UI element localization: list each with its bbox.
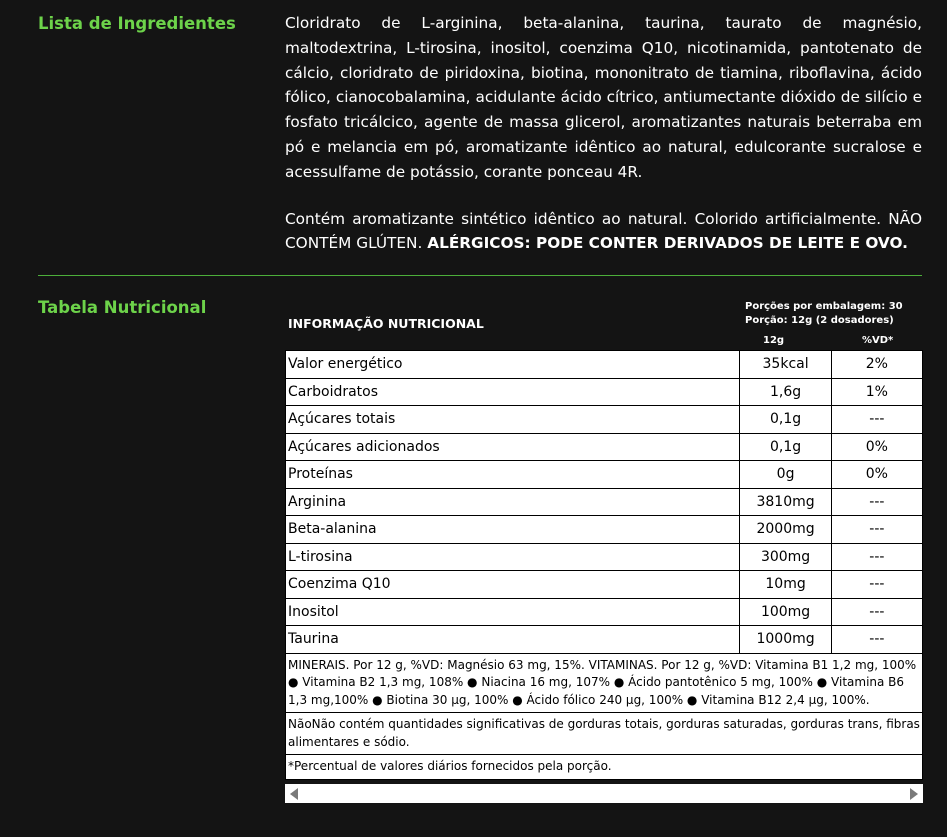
amount-column-header: 12g — [763, 335, 785, 346]
table-row — [286, 543, 923, 571]
nutrient-name: Inositol — [286, 598, 740, 626]
nutrient-vd: 2% — [831, 351, 922, 379]
section-divider — [38, 275, 922, 276]
nutrient-vd: 0% — [831, 433, 922, 461]
minerals-vitamins-note: MINERAIS. Por 12 g, %VD: Magnésio 63 mg, 15%. VITAMINAS. Por 12 g, %VD: Vitamina B1 1,2 mg, 100% ● Vitamina B2 1,3 mg, 108% ● Niacina 16 mg, 107% ● Ácido pantotênico 5 mg, 100% ● Vitamina B6 1,3 mg,100% ● Biotina 30 µg, 100% ● Ácido fólico 240 µg, 100% ● Vitamina B12 2,4 µg, 100%. — [286, 653, 923, 713]
ingredients-section-title: Lista de Ingredientes — [38, 14, 236, 33]
nutrient-vd: --- — [831, 543, 922, 571]
nutrient-vd: --- — [831, 626, 922, 654]
daily-values-footnote: *Percentual de valores diários fornecidos pela porção. — [286, 755, 923, 780]
table-row — [286, 516, 923, 544]
table-row — [286, 406, 923, 434]
minerals-row — [286, 653, 923, 713]
nutrient-name: Açúcares totais — [286, 406, 740, 434]
nutrient-vd: --- — [831, 571, 922, 599]
nutrient-amount: 0,1g — [740, 433, 831, 461]
nutrient-name: Coenzima Q10 — [286, 571, 740, 599]
table-row — [286, 488, 923, 516]
nutrient-amount: 1,6g — [740, 378, 831, 406]
horizontal-scrollbar[interactable] — [285, 784, 923, 803]
nutrient-vd: 1% — [831, 378, 922, 406]
nutrition-table — [285, 350, 923, 780]
nutrient-name: Taurina — [286, 626, 740, 654]
table-row — [286, 598, 923, 626]
nutrient-vd: --- — [831, 516, 922, 544]
allergen-note — [285, 207, 922, 257]
ingredients-list: Cloridrato de L-arginina, beta-alanina, taurina, taurato de magnésio, maltodextrina, L-tirosina, inositol, coenzima Q10, nicotinamida, pantotenato de cálcio, cloridrato de piridoxina, biotina, mononitrato de tiamina, riboflavina, ácido fólico, cianocobalamina, acidulante ácido cítrico, antiumectante dióxido de silício e fosfato tricálcico, agente de massa glicerol, aromatizantes naturais beterraba em pó e melancia em pó, aromatizante idêntico ao natural, edulcorante sucralose e acessulfame de potássio, corante ponceau 4R. — [285, 14, 922, 181]
nutrition-info-title: INFORMAÇÃO NUTRICIONAL — [288, 316, 484, 331]
table-row — [286, 378, 923, 406]
nutrient-name: Carboidratos — [286, 378, 740, 406]
flavoring-note: Contém aromatizante sintético idêntico ao natural. Colorido artificialmente. NÃO CONTÉM GLÚTEN. — [285, 209, 922, 253]
nutrient-name: Proteínas — [286, 461, 740, 489]
portion-info — [745, 300, 903, 328]
nutrient-amount: 2000mg — [740, 516, 831, 544]
nutrient-name: Valor energético — [286, 351, 740, 379]
portion-size: Porção: 12g (2 dosadores) — [745, 315, 894, 326]
table-row — [286, 626, 923, 654]
table-row — [286, 571, 923, 599]
nutrient-vd: --- — [831, 406, 922, 434]
nutrient-name: Arginina — [286, 488, 740, 516]
nutrition-section-title: Tabela Nutricional — [38, 298, 207, 317]
nutrient-amount: 300mg — [740, 543, 831, 571]
nutrient-amount: 100mg — [740, 598, 831, 626]
portions-per-package: Porções por embalagem: 30 — [745, 301, 903, 312]
insignificant-amounts-note: NãoNão contém quantidades significativas de gorduras totais, gorduras saturadas, gorduras trans, fibras alimentares e sódio. — [286, 713, 923, 755]
scroll-right-arrow-icon[interactable] — [910, 788, 918, 800]
ingredients-text-block — [285, 11, 922, 256]
allergen-warning: ALÉRGICOS: PODE CONTER DERIVADOS DE LEITE E OVO. — [427, 234, 908, 253]
table-row — [286, 461, 923, 489]
nutrient-amount: 3810mg — [740, 488, 831, 516]
insignificant-row — [286, 713, 923, 755]
nutrient-vd: --- — [831, 598, 922, 626]
nutrient-name: Beta-alanina — [286, 516, 740, 544]
nutrient-vd: --- — [831, 488, 922, 516]
footnote-row — [286, 755, 923, 780]
nutrient-amount: 0g — [740, 461, 831, 489]
nutrient-amount: 0,1g — [740, 406, 831, 434]
table-row — [286, 433, 923, 461]
vd-column-header: %VD* — [862, 335, 894, 346]
nutrient-amount: 1000mg — [740, 626, 831, 654]
nutrient-name: L-tirosina — [286, 543, 740, 571]
nutrient-name: Açúcares adicionados — [286, 433, 740, 461]
nutrient-vd: 0% — [831, 461, 922, 489]
nutrient-amount: 35kcal — [740, 351, 831, 379]
nutrient-amount: 10mg — [740, 571, 831, 599]
scroll-left-arrow-icon[interactable] — [290, 788, 298, 800]
table-row — [286, 351, 923, 379]
